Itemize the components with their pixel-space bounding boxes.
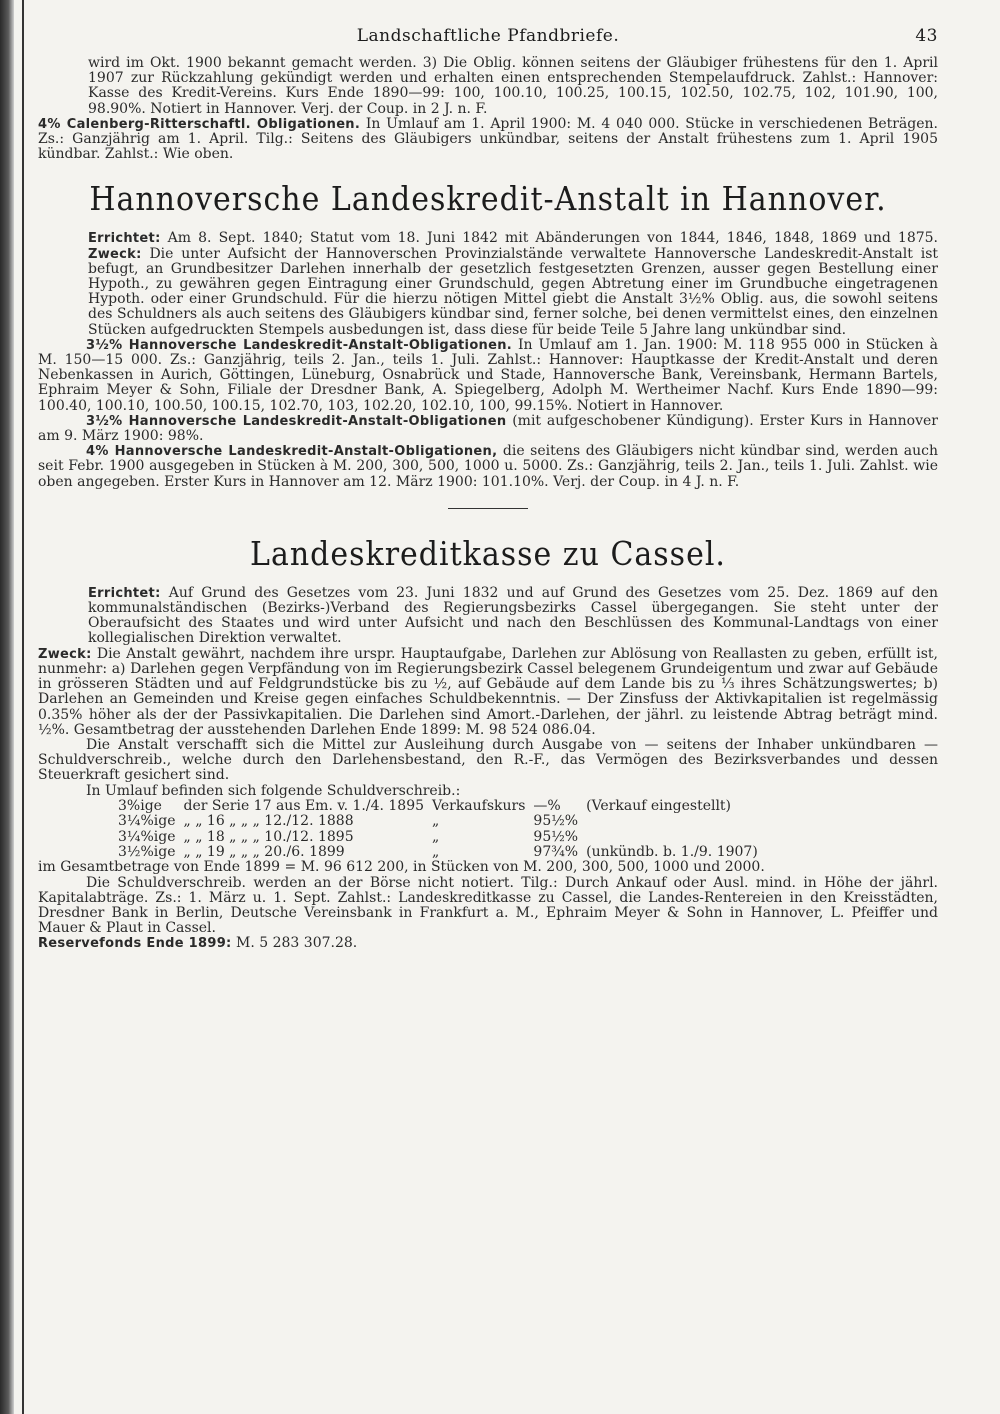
- bond-kurs-label: „: [432, 828, 440, 845]
- calenberg-paragraph: [38, 117, 938, 163]
- bond-desc: „ „ 19 „ „ „ 20./6. 1899: [183, 843, 345, 860]
- page: [38, 26, 938, 952]
- oblig1-label: 3½% Hannoversche Landeskredit-Anstalt-Obligationen.: [86, 337, 513, 353]
- zweck-text: Die unter Aufsicht der Hannoverschen Provinzialstände verwaltete Hannoversche Landeskredit-Anstalt ist befugt, an Grundbesitzer Darlehen innerhalb der gesetzlich festgesetzten Grenzen, ausser gegen Bestellung einer Hypoth., zu gewähren gegen Eintragung einer Grundschuld, gegen Abtretung einer im Grundbuche eingetragenen Hypoth. oder einer Grundschuld. Für die hierzu nötigen Mittel giebt die Anstalt 3½% Oblig. aus, die sowohl seitens des Schuldners als auch seitens des Gläubigers kündbar sind, ferner solche, bei denen vermittelst eines, den einzelnen Stücken aufgedruckten Stempels ausbedungen ist, dass diese für beide Teile 5 Jahre lang unkündbar sind.: [88, 245, 939, 338]
- cassel-zweck-label: Zweck:: [38, 646, 92, 662]
- intro-paragraph: wird im Okt. 1900 bekannt gemacht werden. 3) Die Oblig. können seitens der Gläubiger frühestens für den 1. April 1907 zur Rückzahlung gekündigt werden und erhalten einen entsprechenden Stempelaufdruck. Zahlst.: Hannover: Kasse des Kredit-Vereins. Kurs Ende 1890—99: 100, 100.10, 100.25, 100.15, 102.50, 102.75, 102, 101.90, 100, 98.90%. Notiert in Hannover. Verj. der Coup. in 2 J. n. F.: [88, 55, 938, 117]
- reserve-label: Reservefonds Ende 1899:: [38, 936, 232, 952]
- bond-kurs-label: „: [432, 843, 440, 860]
- bond-note: (unkündb. b. 1./9. 1907): [586, 843, 758, 860]
- bond-row: [118, 814, 766, 829]
- bond-note: (Verkauf eingestellt): [586, 797, 732, 814]
- bond-desc: „ „ 18 „ „ „ 10./12. 1895: [183, 828, 354, 845]
- hannover-oblig3: [38, 444, 938, 490]
- bond-kurs: 95½%: [533, 828, 579, 845]
- bond-row: [118, 799, 766, 814]
- oblig2-text: (mit aufgeschobener Kündigung). Erster Kurs in Hannover am 9. März 1900: 98%.: [38, 412, 938, 445]
- running-head: [38, 26, 938, 56]
- section-heading-cassel: Landeskreditkasse zu Cassel.: [250, 535, 726, 574]
- page-number: 43: [915, 26, 938, 46]
- reserve-text: M. 5 283 307.28.: [236, 935, 358, 952]
- hannover-oblig2: [38, 414, 938, 444]
- cassel-mittel: Die Anstalt verschafft sich die Mittel zur Ausleihung durch Ausgabe von — seitens der Inhaber unkündbaren — Schuldverschreib., welche durch den Darlehensbestand, den R.-F., das Vermögen des Bezirksverbandes und dessen Steuerkraft gesichert sind.: [38, 736, 938, 784]
- cassel-errichtet-label: Errichtet:: [88, 585, 161, 601]
- bond-kurs-label: „: [432, 813, 440, 830]
- cassel-gesamt: im Gesamtbetrage von Ende 1899 = M. 96 612 200, in Stücken von M. 200, 300, 500, 1000 und 2000.: [38, 859, 765, 876]
- bond-rate: 3%ige: [118, 797, 162, 814]
- hannover-oblig1: [38, 338, 938, 414]
- cassel-reserve: [38, 936, 938, 951]
- hannover-errichtet-zweck: [38, 231, 938, 337]
- bond-rate: 3¼%ige: [118, 828, 176, 845]
- bond-rate: 3½%ige: [118, 843, 176, 860]
- bond-kurs: 97¾%: [533, 843, 579, 860]
- oblig1-text: In Umlauf am 1. Jan. 1900: M. 118 955 000 in Stücken à M. 150—15 000. Zs.: Ganzjährig, teils 2. Jan., teils 1. Juli. Zahlst.: Hannover: Hauptkasse der Kredit-Anstalt und deren Nebenkassen in Aurich, Göttingen, Lüneburg, Osnabrück und Stade, Hannoversche Bank, Vereinsbank, Hermann Bartels, Ephraim Meyer & Sohn, Filiale der Dresdner Bank, A. Spiegelberg, Adolph M. Wertheimer Nachf. Kurs Ende 1890—99: 100.40, 100.10, 100.50, 100.15, 102.70, 103, 102.20, 102.10, 100, 99.15%. Notiert in Hannover.: [38, 336, 938, 414]
- running-title: Landschaftliche Pfandbriefe.: [356, 26, 620, 46]
- section-divider: [448, 508, 528, 509]
- bond-table: [118, 799, 766, 861]
- bond-kurs: —%: [533, 797, 561, 814]
- cassel-umlauf: In Umlauf befinden sich folgende Schuldverschreib.:: [86, 782, 461, 799]
- section-heading-hannover: Hannoversche Landeskredit-Anstalt in Hannover.: [89, 180, 887, 220]
- bond-kurs-label: Verkaufskurs: [432, 797, 526, 814]
- bond-desc: der Serie 17 aus Em. v. 1./4. 1895: [183, 797, 425, 814]
- bond-kurs: 95½%: [533, 813, 579, 830]
- book-binding-edge: [0, 0, 14, 1414]
- oblig2-label: 3½% Hannoversche Landeskredit-Anstalt-Obligationen: [86, 413, 507, 429]
- bond-note: [586, 814, 766, 829]
- cassel-boerse: Die Schuldverschreib. werden an der Börse nicht notiert. Tilg.: Durch Ankauf oder Ausl. mind. in Höhe der jährl. Kapitalabträge. Zs.: 1. März u. 1. Sept. Zahlst.: Landeskreditkasse zu Cassel, die Landes-Rentereien in den Kreisstädten, Dresdner Bank in Berlin, Deutsche Vereinsbank in Frankfurt a. M., Ephraim Meyer & Sohn in Hannover, L. Pfeiffer und Mauer & Plaut in Cassel.: [38, 874, 938, 937]
- cassel-zweck-text: Die Anstalt gewährt, nachdem ihre urspr. Hauptaufgabe, Darlehen zur Ablösung von Reallasten zu geben, erfüllt ist, nunmehr: a) Darlehen gegen Verpfändung von im Regierungsbezirk Cassel belegenem Grundeigentum und zwar auf Gebäude in grösseren Städten und auf Feldgrundstücke bis zu ½, auf Gebäude auf dem Lande bis zu ⅓ ihres Schätzungswertes; b) Darlehen an Gemeinden und Kreise gegen einfaches Schuldbekenntnis. — Der Zinsfuss der Aktivkapitalien ist regelmässig 0.35% höher als der der Passivkapitalien. Die Darlehen sind Amort.-Darlehen, der jährl. zu leistende Abtrag beträgt mind. ½%. Gesamtbetrag der ausstehenden Darlehen Ende 1899: M. 98 524 086.04.: [38, 645, 938, 738]
- oblig3-text: die seitens des Gläubigers nicht kündbar sind, werden auch seit Febr. 1900 ausgegeben in Stücken à M. 200, 300, 500, 1000 u. 5000. Zs.: Ganzjährig, teils 2. Jan., teils 1. Juli. Zahlst. wie oben angegeben. Erster Kurs in Hannover am 12. März 1900: 101.10%. Verj. der Coup. in 4 J. n. F.: [38, 443, 939, 490]
- bond-rate: 3¼%ige: [118, 813, 176, 830]
- calenberg-label: 4% Calenberg-Ritterschaftl. Obligationen.: [38, 116, 361, 132]
- cassel-errichtet: [38, 586, 938, 647]
- cassel-zweck: [38, 647, 938, 738]
- cassel-errichtet-text: Auf Grund des Gesetzes vom 23. Juni 1832 und auf Grund des Gesetzes vom 25. Dez. 1869 auf den kommunalständischen (Bezirks-)Verband des Regierungsbezirks Cassel übergegangen. Sie steht unter der Oberaufsicht des Staates und wird unter Aufsicht und nach den Beschlüssen des Kommunal-Landtags von einer kollegialischen Direktion verwaltet.: [88, 584, 938, 647]
- bond-note: [586, 830, 766, 845]
- calenberg-text: In Umlauf am 1. April 1900: M. 4 040 000. Stücke in verschiedenen Beträgen. Zs.: Ganzjährig am 1. April. Tilg.: Seitens des Gläubigers unkündbar, seitens der Anstalt frühestens zum 1. April 1905 kündbar. Zahlst.: Wie oben.: [38, 115, 938, 163]
- oblig3-label: 4% Hannoversche Landeskredit-Anstalt-Obligationen,: [86, 444, 498, 460]
- errichtet-label: Errichtet:: [88, 231, 161, 247]
- bond-desc: „ „ 16 „ „ „ 12./12. 1888: [183, 813, 354, 830]
- zweck-label: Zweck:: [88, 246, 142, 262]
- bond-row: [118, 830, 766, 845]
- bond-row: [118, 845, 766, 860]
- errichtet-text: Am 8. Sept. 1840; Statut vom 18. Juni 1842 mit Abänderungen von 1844, 1846, 1848, 1869 und 1875.: [167, 230, 938, 247]
- binding-rule: [22, 0, 24, 1414]
